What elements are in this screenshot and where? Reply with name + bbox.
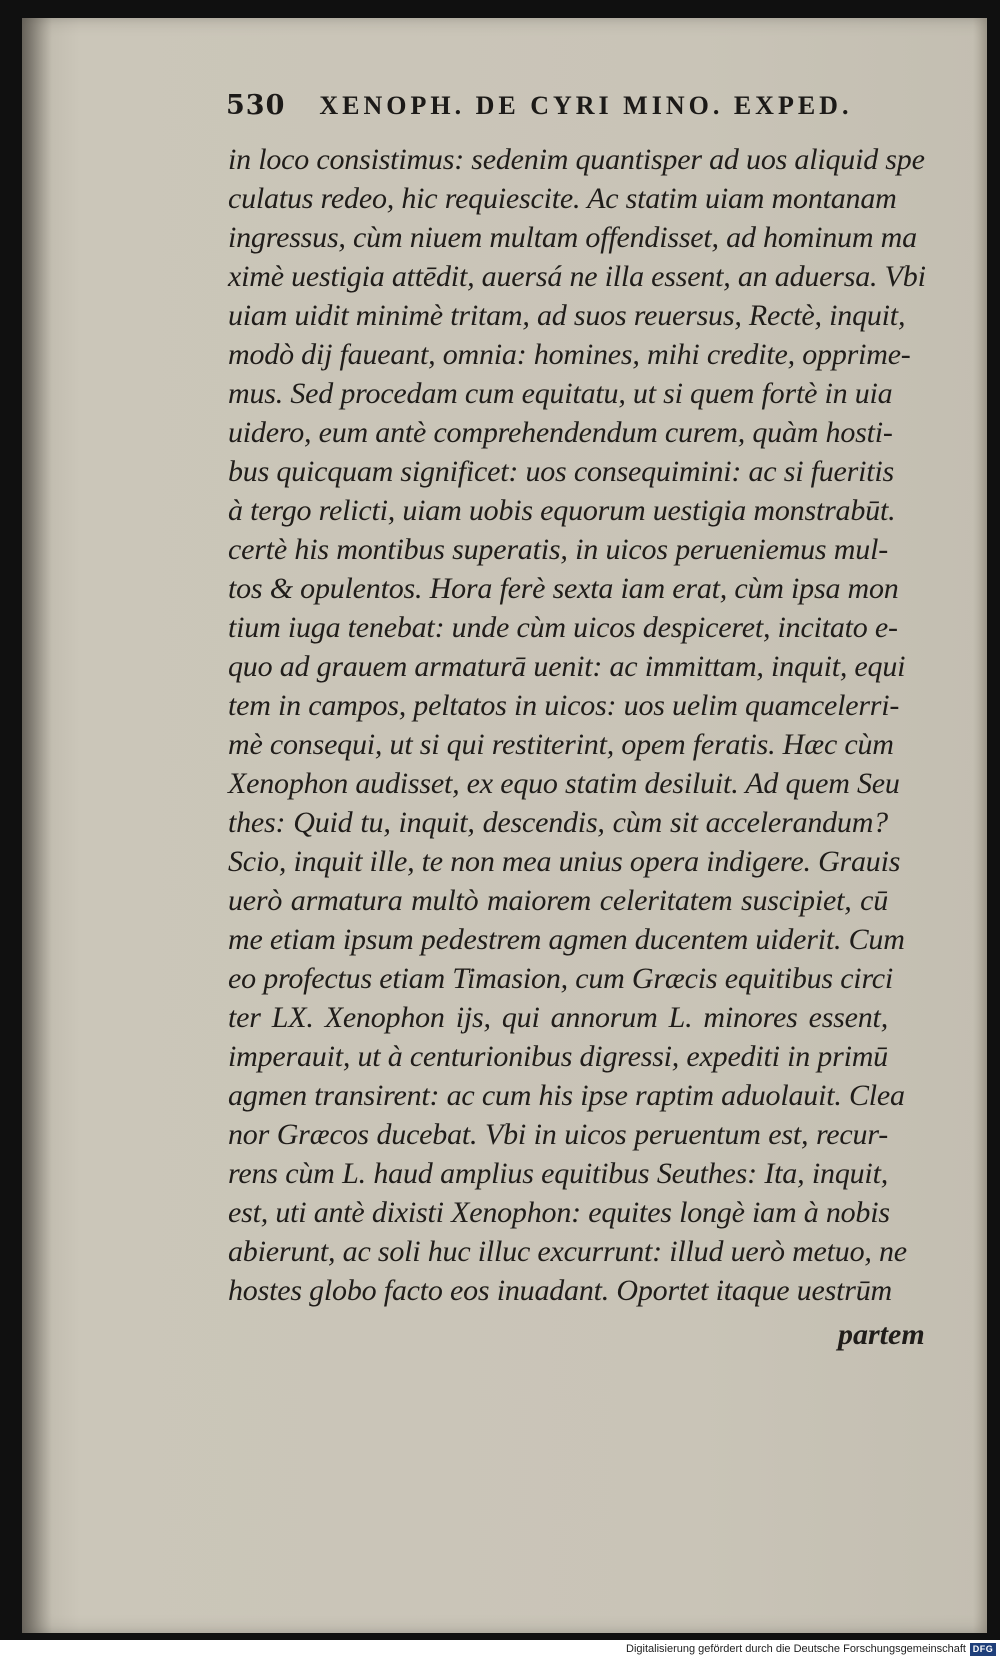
text-line: abierunt, ac soli huc illuc excurrunt: illud uerò metuo, ne — [228, 1235, 907, 1268]
text-line: modò dij faueant, omnia: homines, mihi credite, opprime- — [228, 338, 911, 371]
text-line: ter LX. Xenophon ijs, qui annorum L. minores essent, — [228, 1001, 888, 1034]
text-line: culatus redeo, hic requiescite. Ac statim uiam montanam — [228, 182, 897, 215]
text-line: uidero, eum antè comprehendendum curem, quàm hosti- — [228, 416, 893, 449]
text-line: tem in campos, peltatos in uicos: uos uelim quamcelerri- — [228, 689, 900, 722]
text-line: certè his montibus superatis, in uicos perueniemus mul- — [228, 533, 888, 566]
text-line: bus quicquam significet: uos consequimini: ac si fueritis — [228, 455, 895, 488]
page-edge — [973, 18, 987, 1633]
text-line: tos & opulentos. Hora ferè sexta iam erat, cùm ipsa mon — [228, 572, 899, 605]
text-line: ingressus, cùm niuem multam offendisset, ad hominum ma — [228, 221, 917, 254]
text-line: rens cùm L. haud amplius equitibus Seuthes: Ita, inquit, — [228, 1157, 888, 1190]
text-line: agmen transirent: ac cum his ipse raptim aduolauit. Clea — [228, 1079, 905, 1112]
text-line: uerò armatura multò maiorem celeritatem suscipiet, cū — [228, 884, 888, 917]
spine-shadow — [22, 18, 52, 1633]
text-line: est, uti antè dixisti Xenophon: equites longè iam à nobis — [228, 1196, 890, 1229]
running-title: XENOPH. DE CYRI MINO. EXPED. — [319, 91, 853, 120]
text-line: Scio, inquit ille, te non mea unius opera indigere. Grauis — [228, 845, 901, 878]
text-line: me etiam ipsum pedestrem agmen ducentem uiderit. Cum — [228, 923, 905, 956]
text-line: à tergo relicti, uiam uobis equorum uestigia monstrabūt. — [228, 494, 896, 527]
text-line: imperauit, ut à centurionibus digressi, expediti in primū — [228, 1040, 888, 1073]
text-line: hostes globo facto eos inuadant. Oportet itaque uestrūm — [228, 1274, 892, 1307]
running-head — [226, 90, 926, 130]
dfg-logo: DFG — [970, 1643, 996, 1656]
text-line: ximè uestigia attēdit, auersá ne illa essent, an aduersa. Vbi — [228, 260, 926, 293]
text-line: quo ad grauem armaturā uenit: ac immittam, inquit, equi — [228, 650, 906, 683]
text-line: in loco consistimus: sedenim quantisper ad uos aliquid spe — [228, 143, 925, 176]
catchword: partem — [838, 1318, 925, 1351]
text-line: tium iuga tenebat: unde cùm uicos despiceret, incitato e- — [228, 611, 898, 644]
text-line: uiam uidit minimè tritam, ad suos reuersus, Rectè, inquit, — [228, 299, 906, 332]
text-line: thes: Quid tu, inquit, descendis, cùm sit accelerandum? — [228, 806, 888, 839]
text-line: mus. Sed procedam cum equitatu, ut si quem fortè in uia — [228, 377, 893, 410]
text-line: eo profectus etiam Timasion, cum Græcis equitibus circi — [228, 962, 894, 995]
page-number: 530 — [226, 90, 286, 121]
text-line: nor Græcos ducebat. Vbi in uicos peruentum est, recur- — [228, 1118, 888, 1151]
body-text — [228, 140, 926, 1310]
text-line: Xenophon audisset, ex equo statim desiluit. Ad quem Seu — [228, 767, 900, 800]
funding-credit: Digitalisierung gefördert durch die Deutsche Forschungsgemeinschaft — [626, 1643, 966, 1655]
text-line: mè consequi, ut si qui restiterint, opem feratis. Hæc cùm — [228, 728, 894, 761]
